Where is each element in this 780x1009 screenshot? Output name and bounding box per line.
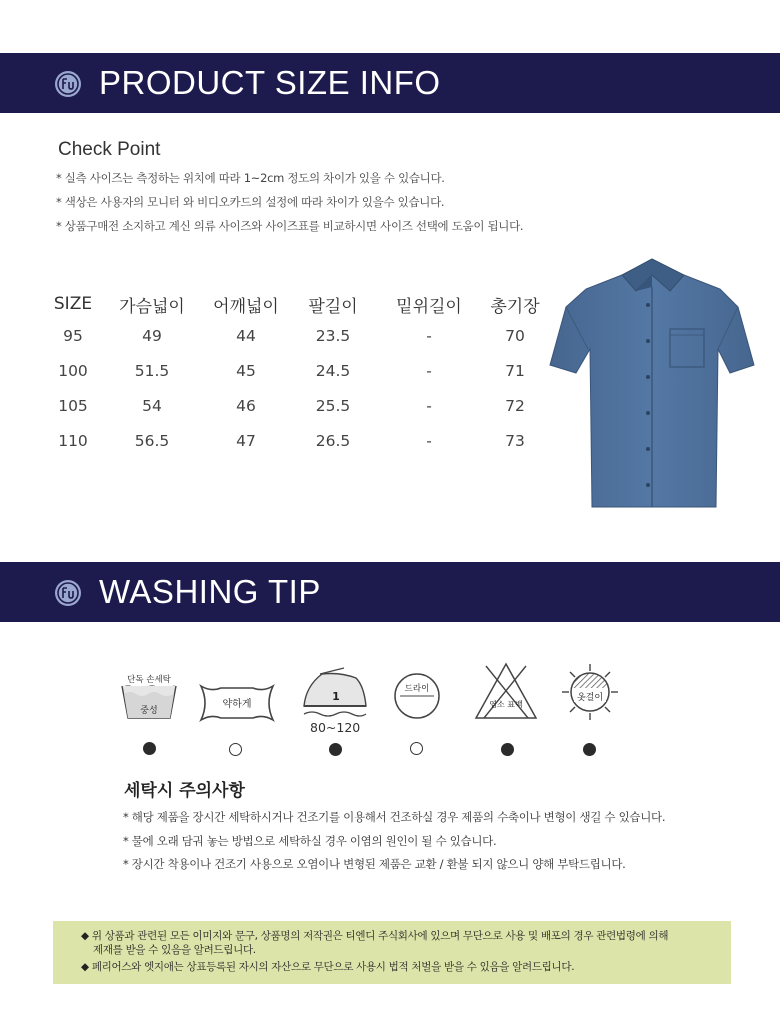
table-cell: 46 — [236, 396, 256, 415]
product-size-info-banner — [0, 53, 780, 113]
table-row — [49, 353, 553, 388]
check-point-note: * 색상은 사용자의 모니터 와 비디오카드의 설정에 따라 차이가 있을수 있습니다. — [56, 195, 445, 209]
short-sleeve-shirt-icon — [548, 257, 756, 513]
table-cell: 49 — [142, 326, 162, 345]
table-cell: 105 — [58, 396, 88, 415]
washing-tip-banner — [0, 562, 780, 622]
table-cell: 70 — [505, 326, 525, 345]
no-bleach-icon — [472, 660, 540, 722]
table-cell: 44 — [236, 326, 256, 345]
caution-note: * 물에 오래 담궈 놓는 방법으로 세탁하실 경우 이염의 원인이 될 수 있습니다. — [123, 834, 497, 848]
header-length: 총기장 — [490, 296, 540, 317]
hand-wash-label: 중성 — [140, 706, 158, 716]
ru-logo-icon — [55, 71, 81, 97]
check-point-note: * 실측 사이즈는 측정하는 위치에 따라 1~2cm 정도의 차이가 있을 수 있습니다. — [56, 171, 445, 185]
gentle-wash-indicator — [229, 743, 242, 756]
header-size: SIZE — [53, 294, 93, 314]
caution-heading: 세탁시 주의사항 — [124, 781, 245, 801]
iron-indicator — [329, 743, 342, 756]
size-table-header — [49, 290, 553, 318]
hanger-dry-icon — [560, 662, 620, 722]
iron-temperature-label: 1 — [332, 690, 340, 703]
caution-note: * 해당 제품을 장시간 세탁하시거나 건조기를 이용해서 건조하실 경우 제품의 수축이나 변형이 생길 수 있습니다. — [123, 810, 666, 824]
hand-wash-indicator — [143, 742, 156, 755]
banner-title: PRODUCT SIZE INFO — [99, 64, 441, 101]
dry-clean-indicator — [410, 742, 423, 755]
hand-wash-icon — [118, 672, 180, 724]
table-cell: - — [426, 361, 432, 380]
table-cell: 25.5 — [315, 396, 351, 415]
table-cell: 100 — [58, 361, 88, 380]
table-cell: 26.5 — [315, 431, 351, 450]
iron-temperature-range: 80~120 — [310, 720, 361, 735]
header-chest: 가슴넓이 — [119, 296, 185, 317]
table-cell: 73 — [505, 431, 525, 450]
header-rise: 밑위길이 — [396, 296, 462, 317]
notice-line: ◆ 페리어스와 엣지애는 상표등록된 자시의 자산으로 무단으로 사용시 법적 처벌을 받을 수 있음을 알려드립니다. — [81, 961, 575, 973]
table-cell: 54 — [142, 396, 162, 415]
table-cell: 95 — [63, 326, 83, 345]
table-row — [49, 388, 553, 423]
copyright-notice — [53, 921, 731, 984]
table-cell: 45 — [236, 361, 256, 380]
table-row — [49, 423, 553, 458]
table-cell: 47 — [236, 431, 256, 450]
dry-clean-label: 드라이 — [404, 684, 430, 694]
table-cell: - — [426, 396, 432, 415]
table-cell: - — [426, 326, 432, 345]
table-cell: 24.5 — [315, 361, 351, 380]
table-row — [49, 318, 553, 353]
table-cell: 71 — [505, 361, 525, 380]
size-table — [49, 290, 553, 458]
table-cell: 72 — [505, 396, 525, 415]
hanger-dry-label: 옷걸이 — [576, 693, 604, 703]
table-cell: 23.5 — [315, 326, 351, 345]
header-sleeve: 팔길이 — [308, 296, 358, 317]
header-shoulder: 어깨넓이 — [213, 296, 279, 317]
table-cell: - — [426, 431, 432, 450]
caution-note: * 장시간 착용이나 건조기 사용으로 오염이나 변형된 제품은 교환 / 환불 되지 않으니 양해 부탁드립니다. — [123, 857, 626, 871]
hanger-dry-indicator — [583, 743, 596, 756]
table-cell: 110 — [58, 431, 88, 450]
hand-wash-top-label: 단독 손세탁 — [127, 675, 171, 685]
table-cell: 56.5 — [134, 431, 170, 450]
gentle-wash-label: 약하게 — [222, 699, 252, 710]
notice-line: ◆ 위 상품과 관련된 모든 이미지와 문구, 상품명의 저작권은 티엔디 주식회사에 있으며 무단으로 사용 및 배포의 경우 관련법령에 의해 — [81, 930, 669, 942]
check-point-note: * 상품구매전 소지하고 계신 의류 사이즈와 사이즈표를 비교하시면 사이즈 선택에 도움이 됩니다. — [56, 219, 524, 233]
table-cell: 51.5 — [134, 361, 170, 380]
no-bleach-indicator — [501, 743, 514, 756]
notice-line: 제재를 받을 수 있음을 알려드립니다. — [93, 944, 256, 956]
iron-icon — [300, 664, 370, 720]
dry-clean-icon — [392, 671, 442, 721]
banner-title: WASHING TIP — [99, 573, 321, 610]
gentle-wash-icon — [197, 680, 277, 726]
check-point-heading: Check Point — [58, 139, 161, 160]
no-bleach-label: 염소 표백 — [489, 700, 523, 709]
ru-logo-icon — [55, 580, 81, 606]
